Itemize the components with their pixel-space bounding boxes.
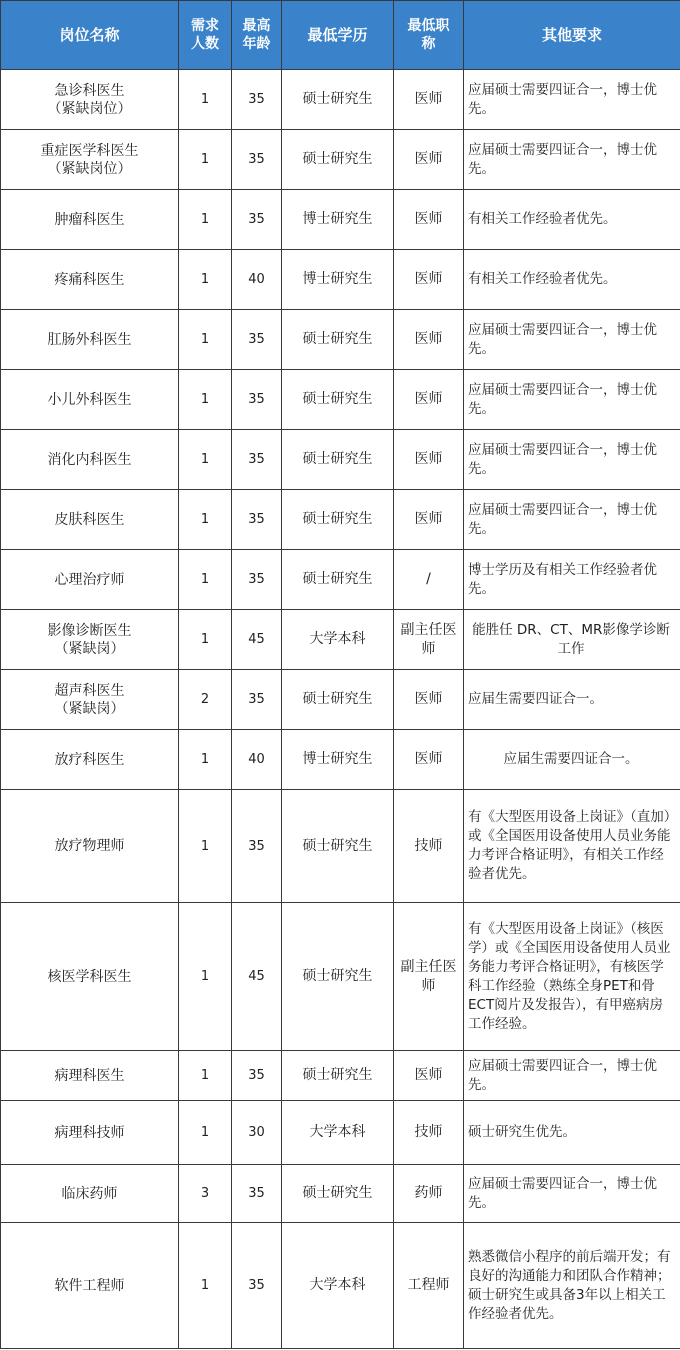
cell-title: / <box>394 550 464 610</box>
cell-title: 医师 <box>394 1051 464 1101</box>
cell-education: 博士研究生 <box>282 730 394 790</box>
cell-education: 硕士研究生 <box>282 550 394 610</box>
cell-education: 硕士研究生 <box>282 370 394 430</box>
cell-other-requirements: 应届硕士需要四证合一，博士优先。 <box>464 130 680 190</box>
cell-age: 35 <box>232 1165 282 1223</box>
cell-other-requirements: 应届硕士需要四证合一，博士优先。 <box>464 70 680 130</box>
cell-other-requirements: 有《大型医用设备上岗证》（直加）或《全国医用设备使用人员业务能力考评合格证明》，有相关工作经验者优先。 <box>464 790 680 903</box>
cell-other-requirements: 有《大型医用设备上岗证》（核医学）或《全国医用设备使用人员业务能力考评合格证明》，有核医学科工作经验（熟练全身PET和骨ECT阅片及发报告），有甲癌病房工作经验。 <box>464 903 680 1051</box>
cell-title: 医师 <box>394 250 464 310</box>
cell-position <box>1 190 179 250</box>
cell-count: 1 <box>179 903 232 1051</box>
cell-age: 35 <box>232 670 282 730</box>
table-row <box>1 1165 680 1223</box>
position-name: 软件工程师 <box>54 1277 125 1294</box>
cell-position <box>1 130 179 190</box>
position-name: 重症医学科医生 <box>40 142 139 159</box>
header-text: 其他要求 <box>541 25 602 44</box>
cell-age: 35 <box>232 790 282 903</box>
cell-other-requirements: 应届硕士需要四证合一，博士优先。 <box>464 490 680 550</box>
cell-other-requirements: 应届生需要四证合一。 <box>464 670 680 730</box>
cell-title: 副主任医师 <box>394 903 464 1051</box>
header-text: 最低学历 <box>307 25 368 44</box>
cell-age: 40 <box>232 730 282 790</box>
cell-education: 硕士研究生 <box>282 310 394 370</box>
cell-count: 1 <box>179 610 232 670</box>
cell-count: 1 <box>179 130 232 190</box>
cell-title: 技师 <box>394 790 464 903</box>
position-name: 临床药师 <box>61 1185 118 1202</box>
cell-title: 医师 <box>394 130 464 190</box>
cell-age: 35 <box>232 1223 282 1349</box>
cell-education: 博士研究生 <box>282 250 394 310</box>
cell-count: 1 <box>179 1051 232 1101</box>
cell-education: 博士研究生 <box>282 190 394 250</box>
table-row <box>1 430 680 490</box>
cell-count: 1 <box>179 1223 232 1349</box>
table-row <box>1 610 680 670</box>
table-row <box>1 490 680 550</box>
position-note: （紧缺岗位） <box>47 160 132 177</box>
cell-position <box>1 370 179 430</box>
position-name: 超声科医生 <box>54 682 125 699</box>
header-col-position <box>1 1 179 70</box>
table-row <box>1 190 680 250</box>
table-row <box>1 250 680 310</box>
cell-title: 医师 <box>394 310 464 370</box>
table-row <box>1 1101 680 1165</box>
cell-position <box>1 1223 179 1349</box>
table-row <box>1 1223 680 1349</box>
cell-title: 医师 <box>394 190 464 250</box>
header-col-age <box>232 1 282 70</box>
cell-title: 医师 <box>394 670 464 730</box>
cell-position <box>1 730 179 790</box>
position-name: 消化内科医生 <box>47 451 132 468</box>
table-row <box>1 670 680 730</box>
table-row <box>1 310 680 370</box>
header-text: 最低职 <box>407 18 450 34</box>
cell-title: 医师 <box>394 730 464 790</box>
cell-count: 1 <box>179 730 232 790</box>
cell-age: 45 <box>232 610 282 670</box>
cell-position <box>1 250 179 310</box>
header-text: 岗位名称 <box>59 25 120 44</box>
cell-education: 硕士研究生 <box>282 903 394 1051</box>
cell-count: 1 <box>179 1101 232 1165</box>
table-row <box>1 70 680 130</box>
cell-count: 1 <box>179 70 232 130</box>
cell-count: 3 <box>179 1165 232 1223</box>
cell-other-requirements: 有相关工作经验者优先。 <box>464 250 680 310</box>
cell-age: 35 <box>232 490 282 550</box>
cell-age: 35 <box>232 1051 282 1101</box>
cell-count: 1 <box>179 430 232 490</box>
position-name: 心理治疗师 <box>54 571 125 588</box>
cell-age: 35 <box>232 190 282 250</box>
header-text: 需求 <box>191 18 219 34</box>
cell-count: 1 <box>179 490 232 550</box>
header-col-education <box>282 1 394 70</box>
cell-position <box>1 1165 179 1223</box>
cell-age: 35 <box>232 130 282 190</box>
header-text: 人数 <box>191 36 219 52</box>
cell-count: 1 <box>179 550 232 610</box>
position-name: 放疗物理师 <box>54 838 125 854</box>
cell-education: 硕士研究生 <box>282 790 394 903</box>
cell-age: 35 <box>232 370 282 430</box>
cell-title: 副主任医师 <box>394 610 464 670</box>
table-row <box>1 130 680 190</box>
cell-education: 硕士研究生 <box>282 70 394 130</box>
header-text: 年龄 <box>242 36 271 52</box>
cell-count: 1 <box>179 310 232 370</box>
position-name: 肛肠外科医生 <box>47 331 132 348</box>
cell-education: 硕士研究生 <box>282 1051 394 1101</box>
position-note: （紧缺岗） <box>54 700 125 717</box>
cell-other-requirements: 熟悉微信小程序的前后端开发；有良好的沟通能力和团队合作精神；硕士研究生或具备3年以上相关工作经验者优先。 <box>464 1223 680 1349</box>
cell-title: 药师 <box>394 1165 464 1223</box>
cell-age: 30 <box>232 1101 282 1165</box>
cell-position <box>1 70 179 130</box>
cell-age: 35 <box>232 430 282 490</box>
cell-count: 1 <box>179 790 232 903</box>
cell-education: 硕士研究生 <box>282 670 394 730</box>
table-row <box>1 370 680 430</box>
cell-title: 技师 <box>394 1101 464 1165</box>
position-name: 疼痛科医生 <box>54 271 125 288</box>
position-name: 病理科医生 <box>54 1067 125 1084</box>
cell-count: 2 <box>179 670 232 730</box>
cell-education: 硕士研究生 <box>282 490 394 550</box>
cell-position <box>1 490 179 550</box>
cell-age: 45 <box>232 903 282 1051</box>
cell-count: 1 <box>179 370 232 430</box>
cell-education: 大学本科 <box>282 1101 394 1165</box>
cell-title: 医师 <box>394 430 464 490</box>
table-row <box>1 730 680 790</box>
header-text: 最高 <box>242 18 271 34</box>
cell-age: 35 <box>232 310 282 370</box>
position-name: 皮肤科医生 <box>54 511 125 528</box>
position-name: 急诊科医生 <box>54 82 125 99</box>
cell-other-requirements: 应届硕士需要四证合一，博士优先。 <box>464 370 680 430</box>
header-row <box>1 1 680 70</box>
table-body <box>1 70 680 1349</box>
cell-age: 35 <box>232 70 282 130</box>
cell-title: 医师 <box>394 490 464 550</box>
table-row <box>1 790 680 903</box>
cell-position <box>1 903 179 1051</box>
position-name: 核医学科医生 <box>47 968 132 985</box>
cell-other-requirements: 应届硕士需要四证合一，博士优先。 <box>464 310 680 370</box>
position-name: 放疗科医生 <box>54 751 125 768</box>
cell-position <box>1 790 179 903</box>
position-name: 病理科技师 <box>54 1124 125 1141</box>
cell-other-requirements: 应届硕士需要四证合一，博士优先。 <box>464 1051 680 1101</box>
cell-position <box>1 1101 179 1165</box>
table-row <box>1 1051 680 1101</box>
table-row <box>1 550 680 610</box>
cell-education: 硕士研究生 <box>282 430 394 490</box>
cell-position <box>1 670 179 730</box>
position-name: 影像诊断医生 <box>47 622 132 639</box>
cell-other-requirements: 应届硕士需要四证合一，博士优先。 <box>464 1165 680 1223</box>
cell-position <box>1 550 179 610</box>
cell-education: 硕士研究生 <box>282 130 394 190</box>
position-name: 肿瘤科医生 <box>54 211 125 228</box>
header-col-other <box>464 1 680 70</box>
cell-age: 35 <box>232 550 282 610</box>
cell-other-requirements: 能胜任 DR、CT、MR影像学诊断工作 <box>464 610 680 670</box>
table-row <box>1 903 680 1051</box>
cell-title: 工程师 <box>394 1223 464 1349</box>
cell-other-requirements: 应届生需要四证合一。 <box>464 730 680 790</box>
cell-title: 医师 <box>394 370 464 430</box>
cell-title: 医师 <box>394 70 464 130</box>
cell-count: 1 <box>179 250 232 310</box>
cell-other-requirements: 硕士研究生优先。 <box>464 1101 680 1165</box>
cell-other-requirements: 有相关工作经验者优先。 <box>464 190 680 250</box>
position-note: （紧缺岗） <box>54 640 125 657</box>
cell-position <box>1 430 179 490</box>
cell-age: 40 <box>232 250 282 310</box>
cell-position <box>1 310 179 370</box>
cell-position <box>1 610 179 670</box>
cell-education: 大学本科 <box>282 1223 394 1349</box>
header-text: 称 <box>421 36 436 52</box>
header-col-count <box>179 1 232 70</box>
cell-education: 硕士研究生 <box>282 1165 394 1223</box>
position-name: 小儿外科医生 <box>47 391 132 408</box>
cell-position <box>1 1051 179 1101</box>
cell-education: 大学本科 <box>282 610 394 670</box>
header-col-title <box>394 1 464 70</box>
cell-count: 1 <box>179 190 232 250</box>
cell-other-requirements: 博士学历及有相关工作经验者优先。 <box>464 550 680 610</box>
position-note: （紧缺岗位） <box>47 100 132 117</box>
cell-other-requirements: 应届硕士需要四证合一，博士优先。 <box>464 430 680 490</box>
